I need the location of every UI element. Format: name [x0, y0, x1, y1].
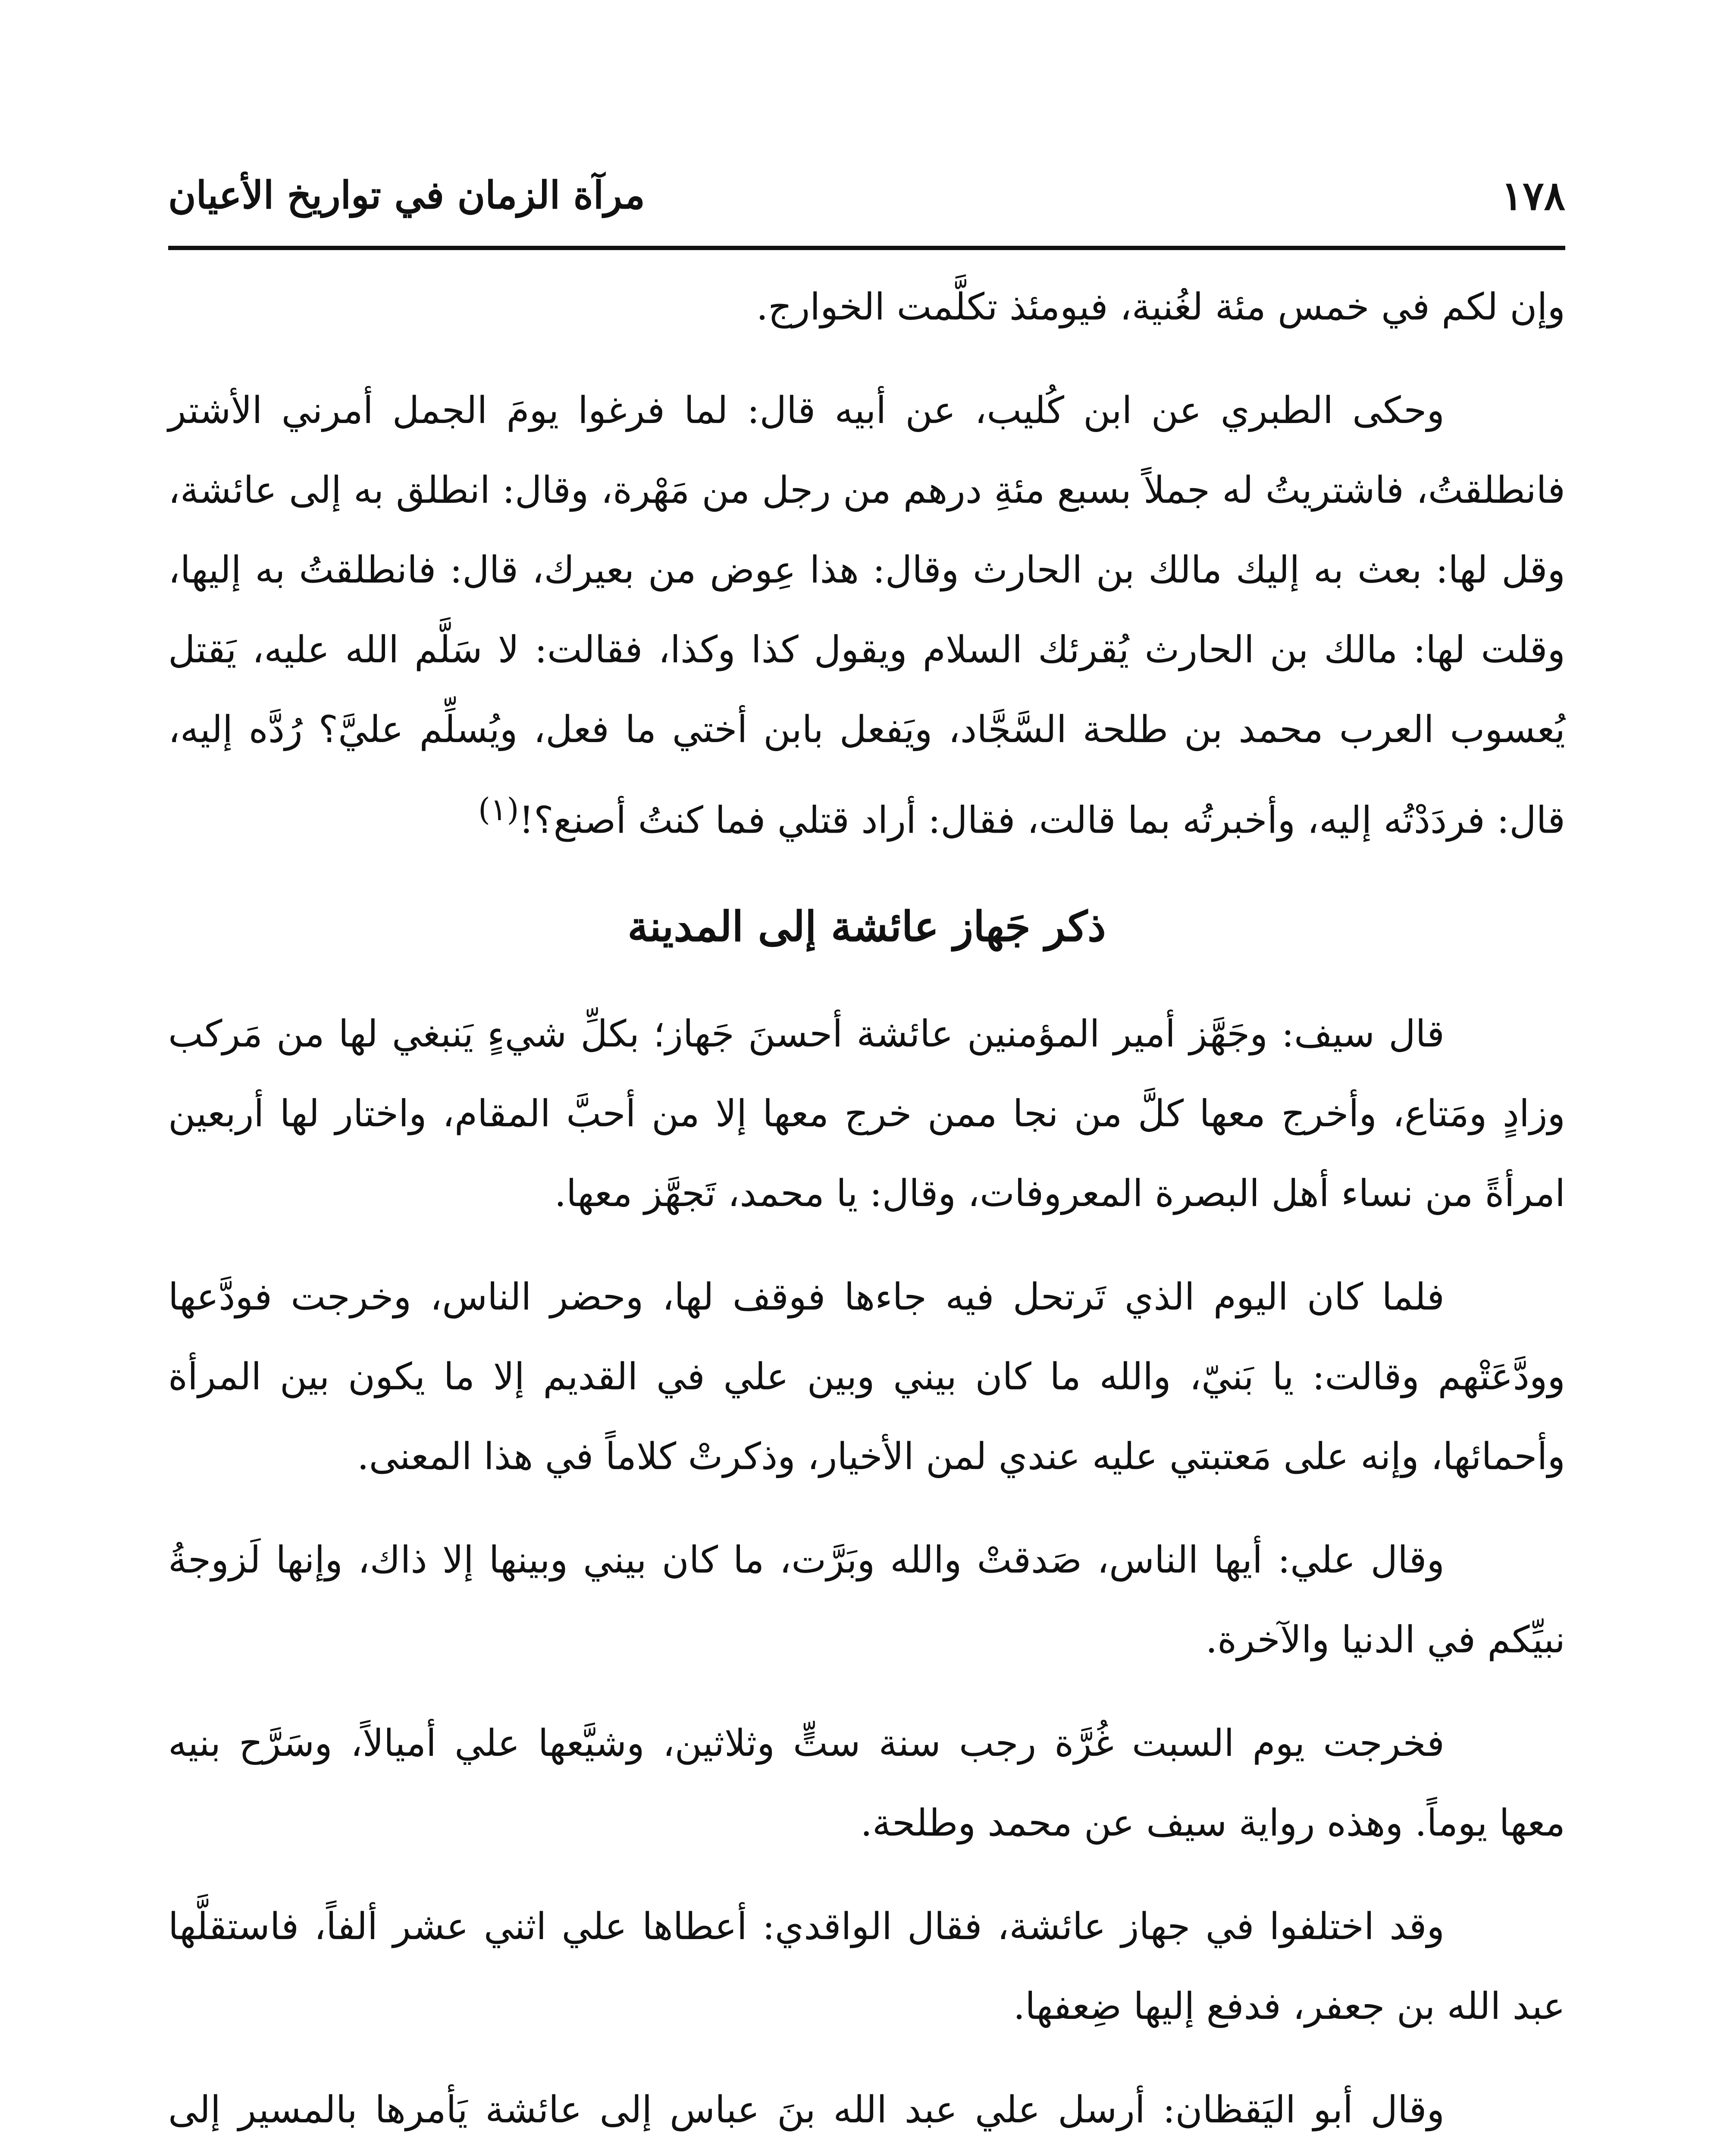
body-text	[168, 267, 1565, 2156]
paragraph: فخرجت يوم السبت غُرَّة رجب سنة ستٍّ وثلاثين، وشيَّعها علي أميالاً، وسَرَّح بنيه معها يوماً. وهذه رواية سيف عن محمد وطلحة.	[168, 1721, 1565, 1845]
paragraph: فلما كان اليوم الذي تَرتحل فيه جاءها فوقف لها، وحضر الناس، وخرجت فودَّعها وودَّعَتْهم وقالت: يا بَنيّ، والله ما كان بيني وبين علي في القديم إلا ما يكون بين المرأة وأحمائها، وإنه على مَعتبتي عليه عندي لمن الأخيار، وذكرتْ كلاماً في هذا المعنى.	[168, 1275, 1565, 1478]
paragraph-text: وحكى الطبري عن ابن كُليب، عن أبيه قال: لما فرغوا يومَ الجمل أمرني الأشتر فانطلقتُ، فاشتريتُ له جملاً بسبع مئةِ درهم من رجل من مَهْرة، وقال: انطلق به إلى عائشة، وقل لها: بعث به إليك مالك بن الحارث وقال: هذا عِوض من بعيرك، قال: فانطلقتُ به إليها، وقلت لها: مالك بن الحارث يُقرئك السلام ويقول كذا وكذا، فقالت: لا سَلَّم الله عليه، يَقتل يُعسوب العرب محمد بن طلحة السَّجَّاد، ويَفعل بابن أختي ما فعل، ويُسلِّم عليَّ؟ رُدَّه إليه، قال: فردَدْتُه إليه، وأخبرتُه بما قالت، فقال: أراد قتلي فما كنتُ أصنع؟!	[168, 389, 1565, 842]
paragraph: وقال علي: أيها الناس، صَدقتْ والله وبَرَّت، ما كان بيني وبينها إلا ذاك، وإنها لَزوجةُ نبيِّكم في الدنيا والآخرة.	[168, 1538, 1565, 1661]
footnote-marker: (١)	[478, 791, 519, 827]
paragraph	[168, 371, 1565, 861]
paragraph: وإن لكم في خمس مئة لغُنية، فيومئذ تكلَّمت الخوارج.	[756, 285, 1565, 329]
paragraph: قال سيف: وجَهَّز أمير المؤمنين عائشة أحسنَ جَهاز؛ بكلِّ شيءٍ يَنبغي لها من مَركب وزادٍ ومَتاع، وأخرج معها كلَّ من نجا ممن خرج معها إلا من أحبَّ المقام، واختار لها أربعين امرأةً من نساء أهل البصرة المعروفات، وقال: يا محمد، تَجهَّز معها.	[168, 1012, 1565, 1215]
paragraph: وقال أبو اليَقظان: أرسل علي عبد الله بنَ عباس إلى عائشة يَأمرها بالمسير إلى	[168, 2088, 1445, 2131]
paragraph: وقد اختلفوا في جهاز عائشة، فقال الواقدي: أعطاها علي اثني عشر ألفاً، فاستقلَّها عبد الله بن جعفر، فدفع إليها ضِعفها.	[168, 1905, 1565, 2028]
book-title: مرآة الزمان في تواريخ الأعيان	[168, 172, 645, 217]
header-rule	[168, 246, 1565, 250]
page-number: ١٧٨	[1501, 172, 1565, 219]
section-heading: ذكر جَهاز عائشة إلى المدينة	[627, 902, 1106, 951]
page-header	[168, 164, 1565, 224]
